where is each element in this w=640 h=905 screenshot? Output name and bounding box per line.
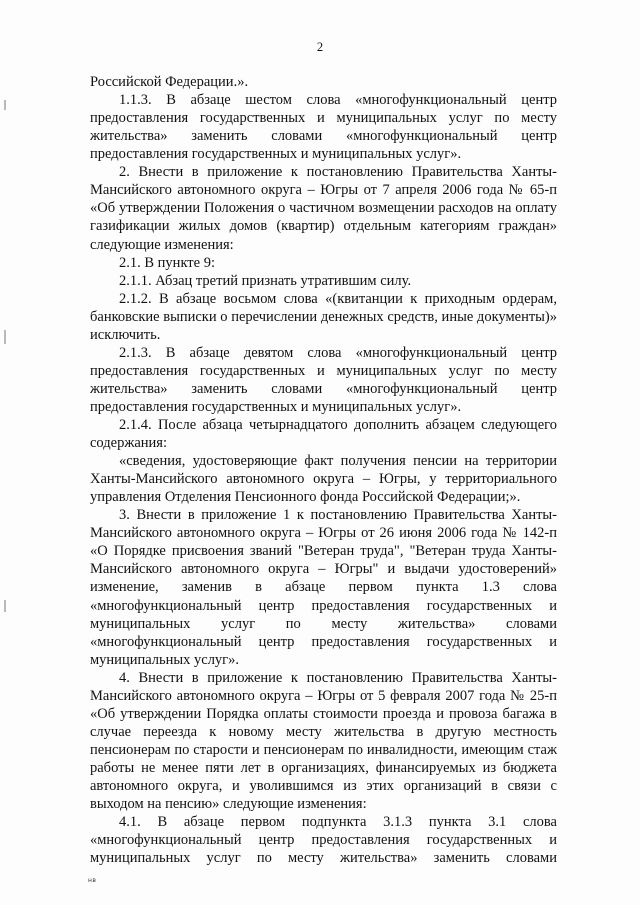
text-line: 2.1.4. После абзаца четырнадцатого дополнить абзацем следующего xyxy=(119,416,557,433)
text-line: предоставления государственных и муниципальных услуг по месту xyxy=(90,110,557,127)
text-line: управления Отделения Пенсионного фонда Российской Федерации;». xyxy=(90,489,521,506)
text-line: Мансийского автономного округа – Югры от 26 июня 2006 года № 142-п xyxy=(90,525,557,542)
text-line: изменение, заменив в абзаце первом пункта 1.3 слова xyxy=(90,579,557,596)
text-line: пенсионерам по старости и пенсионерам по инвалидности, имеющим стаж xyxy=(90,741,557,758)
page-number: 2 xyxy=(316,40,324,54)
text-line: работы не менее пяти лет в организациях, финансируемых из бюджета xyxy=(90,759,557,776)
text-line: 2. Внести в приложение к постановлению Правительства Ханты- xyxy=(119,164,557,181)
text-line: жительства» заменить словами «многофункциональный центр xyxy=(90,128,557,145)
text-line: следующие изменения: xyxy=(90,236,234,253)
text-line: исключить. xyxy=(90,326,161,343)
text-line: газификации жилых домов (квартир) отдельным категориям граждан» xyxy=(90,218,557,235)
text-line: «многофункциональный центр предоставления государственных и xyxy=(90,597,557,614)
text-line: предоставления государственных и муниципальных услуг». xyxy=(90,398,462,415)
text-line: жительства» заменить словами «многофункциональный центр xyxy=(90,380,557,397)
text-line: «многофункциональный центр предоставления государственных и xyxy=(90,832,557,849)
text-line: 2.1.2. В абзаце восьмом слова «(квитанции к приходным ордерам, xyxy=(119,290,557,307)
text-line: Мансийского автономного округа – Югры от 7 апреля 2006 года № 65-п xyxy=(90,182,557,199)
text-line: 4.1. В абзаце первом подпункта 3.1.3 пункта 3.1 слова xyxy=(119,814,557,831)
text-line: муниципальных услуг». xyxy=(90,651,240,668)
text-line: 2.1.3. В абзаце девятом слова «многофункциональный центр xyxy=(119,344,557,361)
text-line: Российской Федерации.». xyxy=(90,74,249,90)
text-line: 3. Внести в приложение 1 к постановлению Правительства Ханты- xyxy=(119,507,557,524)
text-line: 2.1. В пункте 9: xyxy=(119,254,215,271)
text-line: 2.1.1. Абзац третий признать утратившим силу. xyxy=(119,272,412,289)
text-line: «О Порядке присвоения званий "Ветеран труда", "Ветеран труда Ханты- xyxy=(90,543,557,560)
text-line: Ханты-Мансийского автономного округа – Югры, у территориального xyxy=(90,471,557,488)
scan-margin-mark xyxy=(4,100,6,110)
text-line: предоставления государственных и муниципальных услуг». xyxy=(90,146,462,163)
text-line: автономного округа, и уволившимся из этих организаций в связи с xyxy=(90,778,557,794)
text-line: выходом на пенсию» следующие изменения: xyxy=(90,796,367,812)
text-line: предоставления государственных и муниципальных услуг по месту xyxy=(90,362,557,379)
stamp-mark: нв xyxy=(88,877,97,884)
text-line: Мансийского автономного округа – Югры" и выдачи удостоверений» xyxy=(90,561,557,578)
scan-margin-mark xyxy=(4,330,6,344)
text-line: случае переезда к новому месту жительства в другую местность xyxy=(90,723,557,740)
text-line: «Об утверждении Положения о частичном возмещении расходов на оплату xyxy=(90,200,557,217)
text-line: «Об утверждении Порядка оплаты стоимости проезда и провоза багажа в xyxy=(90,705,557,722)
text-line: содержания: xyxy=(90,435,168,451)
text-line: 4. Внести в приложение к постановлению Правительства Ханты- xyxy=(119,669,557,686)
text-line: муниципальных услуг по месту жительства» словами xyxy=(90,615,557,632)
text-line: 1.1.3. В абзаце шестом слова «многофункциональный центр xyxy=(119,92,557,108)
text-line: банковские выписки о перечислении денежных средств, иные документы)» xyxy=(90,308,557,325)
text-line: Мансийского автономного округа – Югры от 5 февраля 2007 года № 25-п xyxy=(90,687,557,704)
text-line: «сведения, удостоверяющие факт получения пенсии на территории xyxy=(119,453,557,470)
text-line: муниципальных услуг по месту жительства» заменить словами xyxy=(90,850,557,867)
text-line: «многофункциональный центр предоставления государственных и xyxy=(90,633,557,650)
scan-margin-mark xyxy=(4,600,6,612)
